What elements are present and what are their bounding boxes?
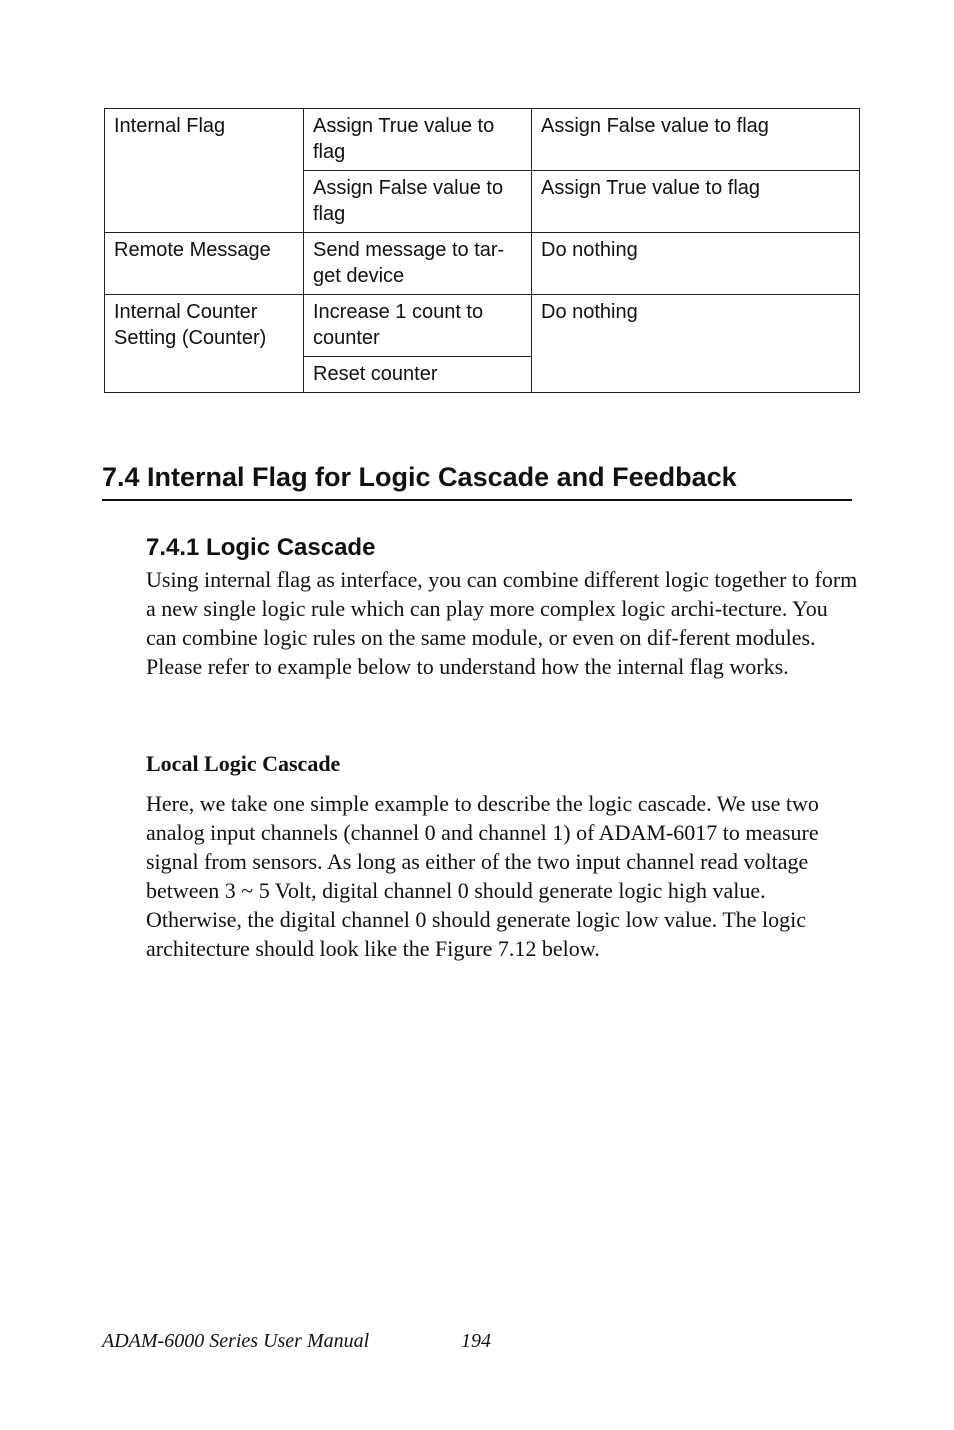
table-row [105, 233, 860, 295]
body-paragraph: Here, we take one simple example to describe the logic cascade. We use two analog input channels (channel 0 and channel 1) of ADAM-6017 to measure signal from sensors. As long as either of the two input channel read voltage between 3 ~ 5 Volt, digital channel 0 should generate logic high value. Otherwise, the digital channel 0 should generate logic low value. The logic architecture should look like the Figure 7.12 below. [146, 791, 819, 961]
table-cell: Reset counter [304, 357, 532, 393]
table-cell: Assign False value to flag [532, 109, 860, 171]
table-cell: Assign True value to flag [304, 109, 532, 171]
table-row [105, 295, 860, 357]
table-cell: Internal Flag [105, 109, 304, 233]
table-cell: Increase 1 count to counter [304, 295, 532, 357]
table-cell: Do nothing [532, 295, 860, 393]
logic-action-table [104, 108, 860, 393]
table-cell: Send message to tar-get device [304, 233, 532, 295]
table-cell: Do nothing [532, 233, 860, 295]
table-cell: Assign True value to flag [532, 171, 860, 233]
footer-page-number: 194 [461, 1330, 491, 1352]
body-paragraph: Using internal flag as interface, you can combine different logic together to form a new single logic rule which can play more complex logic archi-tecture. You can combine logic rules on the same module, or even on dif-ferent modules. Please refer to example below to understand how the internal flag works. [146, 567, 858, 679]
table-cell: Assign False value to flag [304, 171, 532, 233]
footer-manual-title: ADAM-6000 Series User Manual [102, 1330, 370, 1352]
section-title: 7.4 Internal Flag for Logic Cascade and Feedback [102, 460, 852, 501]
paragraph-heading: Local Logic Cascade [146, 751, 341, 776]
table-row [105, 109, 860, 171]
subsection-title: 7.4.1 Logic Cascade [146, 534, 376, 561]
table-cell: Remote Message [105, 233, 304, 295]
table-cell: Internal Counter Setting (Counter) [105, 295, 304, 393]
